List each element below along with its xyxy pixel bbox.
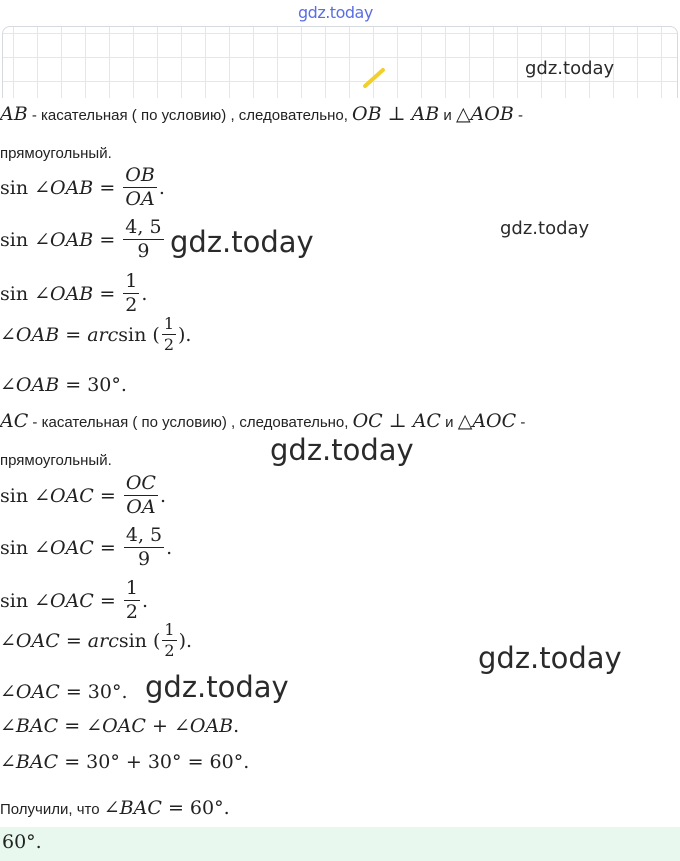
formula-line: ∠ OAC = 30° .	[0, 681, 128, 703]
site-logo[interactable]: gdz.today	[298, 3, 373, 22]
watermark: gdz.today	[145, 670, 289, 704]
formula-line: sin ∠ OAC = $\frac{4, 5}{9}$ .	[0, 524, 173, 570]
solution-line: AC - касательная ( по условию) , следовательно, OC ⊥ AC и △ AOC -	[0, 410, 526, 432]
watermark: gdz.today	[525, 58, 615, 79]
formula-line: sin ∠ OAB = $\frac{4, 5}{9}$	[0, 216, 162, 262]
answer-value: 60°.	[2, 831, 42, 853]
formula-line: ∠ OAB = arc sin ( $\frac{1}{2}$ ).	[0, 314, 192, 354]
formula-line: sin ∠ OAC = $\frac{1}{2}$ .	[0, 577, 148, 623]
formula-line: sin ∠ OAB = $\frac{OB}{OA}$ .	[0, 164, 165, 210]
formula-line: ∠ OAC = arc sin ( $\frac{1}{2}$ ).	[0, 620, 193, 660]
formula-line: ∠ BAC = 30° + 30° = 60°.	[0, 751, 250, 773]
watermark: gdz.today	[500, 218, 590, 239]
answer-box	[0, 827, 680, 861]
solution-line: прямоугольный.	[0, 452, 112, 469]
conclusion-line: Получили, что ∠ BAC = 60° .	[0, 797, 230, 819]
solution-line: прямоугольный.	[0, 145, 112, 162]
watermark: gdz.today	[478, 641, 622, 675]
solution-line: AB - касательная ( по условию) , следовательно, OB ⊥ AB и △ AOB -	[0, 103, 524, 125]
formula-line: sin ∠ OAC = $\frac{OC}{OA}$ .	[0, 472, 167, 518]
watermark: gdz.today	[170, 225, 314, 259]
formula-line: ∠ BAC = ∠ OAC + ∠ OAB .	[0, 715, 240, 737]
watermark: gdz.today	[270, 433, 414, 467]
formula-line: ∠ OAB = 30° .	[0, 374, 127, 396]
formula-line: sin ∠ OAB = $\frac{1}{2}$ .	[0, 270, 148, 316]
